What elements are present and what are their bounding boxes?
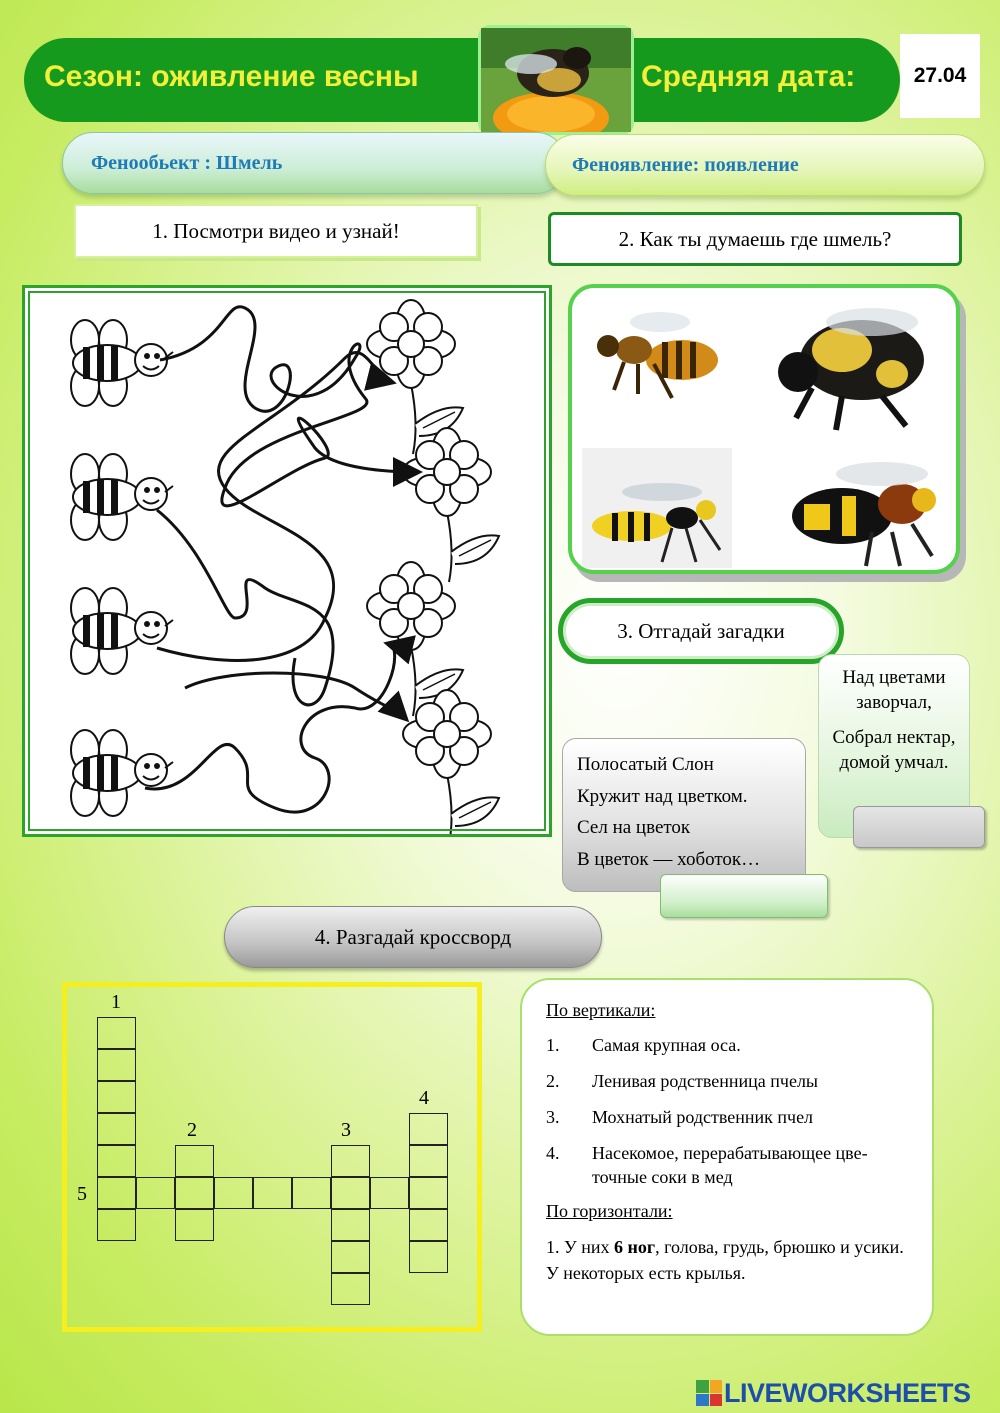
wasp-image	[582, 448, 732, 568]
crossword-cell[interactable]	[331, 1273, 370, 1305]
crossword-panel	[62, 982, 482, 1332]
bumblebee-photo	[478, 25, 634, 135]
crossword-cell[interactable]	[97, 1113, 136, 1145]
bumblebee-image	[778, 308, 924, 430]
pheno-event-pill	[545, 134, 985, 196]
crossword-cell[interactable]	[97, 1017, 136, 1049]
logo-mark-icon	[696, 1380, 722, 1406]
date-value: 27.04	[900, 34, 980, 118]
horizontal-clue: 1. У них 6 ног, голова, грудь, брюшко и усики. У некоторых есть крылья.	[546, 1237, 904, 1283]
pheno-event-text: Феноявление: появление	[572, 153, 799, 176]
crossword-cell[interactable]	[409, 1209, 448, 1241]
riddle1-line: Кружит над цветком.	[577, 785, 748, 807]
crossword-cell[interactable]	[292, 1177, 331, 1209]
crossword-cell[interactable]	[175, 1145, 214, 1177]
crossword-cell[interactable]	[409, 1113, 448, 1145]
riddle1-line: Сел на цветок	[577, 817, 691, 838]
hornet-image	[792, 462, 936, 566]
maze-panel	[22, 285, 552, 837]
riddle2-line: Над цветами заворчал,	[842, 667, 946, 713]
crossword-cell[interactable]	[370, 1177, 409, 1209]
riddle1-line: В цветок — хоботок…	[577, 848, 761, 870]
clue-item: 1. Самая крупная оса.	[546, 1035, 741, 1055]
crossword-cell[interactable]	[97, 1145, 136, 1177]
crossword-cell[interactable]	[331, 1177, 370, 1209]
crossword-cell[interactable]	[97, 1049, 136, 1081]
crossword-cell[interactable]	[97, 1209, 136, 1241]
crossword-cell[interactable]	[136, 1177, 175, 1209]
honeybee-image	[597, 312, 718, 398]
crossword-cell[interactable]	[331, 1145, 370, 1177]
riddle1-card	[562, 738, 806, 892]
clue-item: 3. Мохнатый родственник пчел	[546, 1107, 814, 1127]
crossword-cell[interactable]	[331, 1209, 370, 1241]
clue-item: 4. Насекомое, перерабатывающее цве-точные соки в мед	[546, 1143, 868, 1187]
horizontal-heading: По горизонтали:	[546, 1201, 673, 1221]
task2-label: 2. Как ты думаешь где шмель?	[548, 212, 962, 266]
crossword-cell[interactable]	[175, 1177, 214, 1209]
crossword-cell[interactable]	[331, 1241, 370, 1273]
vertical-heading: По вертикали:	[546, 1000, 656, 1020]
crossword-number-2: 2	[187, 1119, 197, 1141]
crossword-number-4: 4	[419, 1087, 429, 1109]
crossword-cell[interactable]	[214, 1177, 253, 1209]
logo-text: LIVEWORKSHEETS	[724, 1377, 971, 1408]
crossword-cell[interactable]	[175, 1209, 214, 1241]
season-title: Сезон: оживление весны	[44, 60, 419, 93]
clues-panel	[520, 978, 934, 1336]
crossword-cell[interactable]	[97, 1081, 136, 1113]
crossword-number-1: 1	[111, 991, 121, 1013]
riddle1-answer-field[interactable]	[660, 874, 828, 918]
avg-date-label: Средняя дата:	[641, 60, 856, 93]
riddle2-answer-field[interactable]	[853, 806, 985, 848]
liveworksheets-logo	[696, 1378, 996, 1408]
riddle2-line: Собрал нектар, домой умчал.	[832, 727, 956, 773]
crossword-cell[interactable]	[409, 1177, 448, 1209]
crossword-cell[interactable]	[409, 1145, 448, 1177]
insects-panel	[568, 284, 960, 574]
crossword-number-3: 3	[341, 1119, 351, 1141]
task3-label: 3. Отгадай загадки	[558, 598, 844, 664]
clue-item: 2. Ленивая родственница пчелы	[546, 1071, 819, 1091]
crossword-cell[interactable]	[409, 1241, 448, 1273]
task4-label: 4. Разгадай кроссворд	[224, 906, 602, 968]
crossword-number-5: 5	[77, 1183, 87, 1205]
maze-drawing	[25, 288, 549, 834]
riddle1-line: Полосатый Слон	[577, 754, 714, 775]
crossword-cell[interactable]	[253, 1177, 292, 1209]
task1-label: 1. Посмотри видео и узнай!	[74, 204, 478, 258]
pheno-object-pill	[62, 132, 567, 194]
pheno-object-text: Фенообьект : Шмель	[91, 151, 283, 174]
crossword-cell[interactable]	[97, 1177, 136, 1209]
